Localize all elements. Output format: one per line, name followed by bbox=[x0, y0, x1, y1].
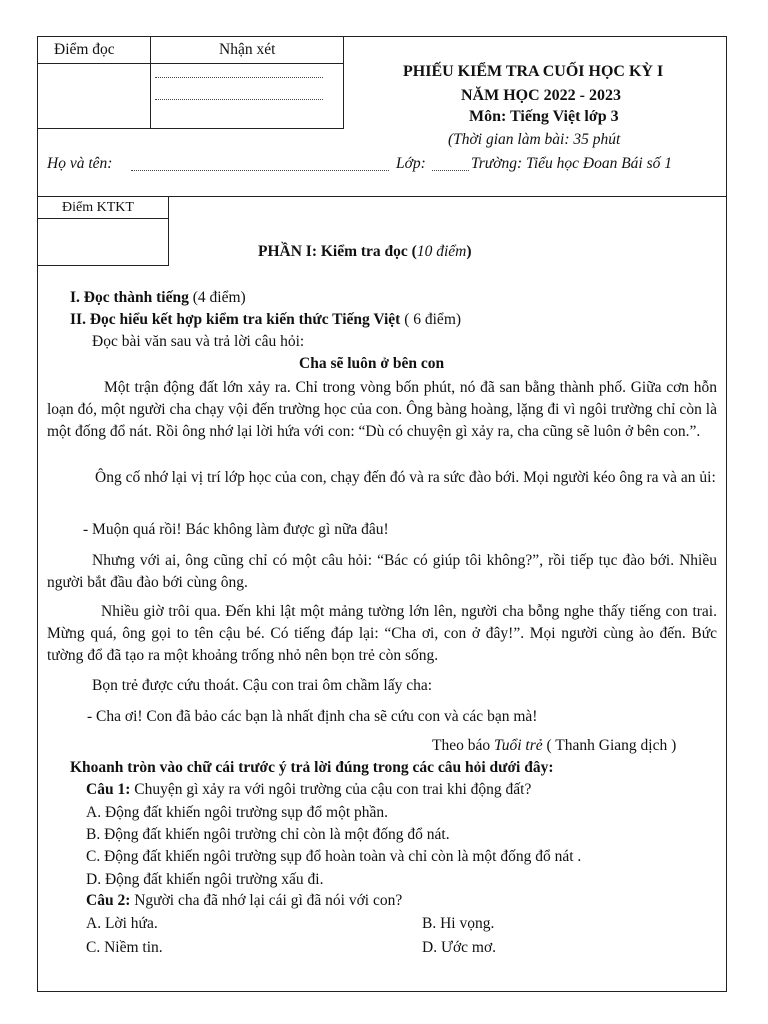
source-paper: Tuổi trẻ bbox=[493, 737, 543, 754]
story-paragraph-3-text: Nhưng với ai, ông cũng chỉ có một câu hỏi: “Bác có giúp tôi không?”, rồi tiếp tục đào bới. Nhiều người bắt đầu đào bới cùng ông. bbox=[47, 552, 717, 591]
story-paragraph-2 bbox=[47, 467, 717, 489]
q2-option-a[interactable]: A. Lời hứa. bbox=[86, 915, 158, 932]
subject: Môn: Tiếng Việt lớp 3 bbox=[469, 108, 619, 125]
q2-option-d[interactable]: D. Ước mơ. bbox=[422, 939, 497, 956]
story-source bbox=[432, 737, 676, 755]
question-1 bbox=[86, 781, 531, 799]
exam-title: PHIẾU KIỂM TRA CUỐI HỌC KỲ I bbox=[403, 63, 664, 80]
story-title: Cha sẽ luôn ở bên con bbox=[299, 355, 445, 372]
q2-option-b[interactable]: B. Hi vọng. bbox=[422, 915, 495, 932]
q1-option-a[interactable]: A. Động đất khiến ngôi trường sụp đổ một phần. bbox=[86, 804, 389, 821]
source-translator: ( Thanh Giang dịch ) bbox=[546, 737, 677, 754]
question-1-text: Chuyện gì xảy ra với ngôi trường của cậu con trai khi động đất? bbox=[134, 781, 532, 798]
story-paragraph-5 bbox=[47, 675, 717, 697]
exam-time: (Thời gian làm bài: 35 phút bbox=[448, 131, 621, 148]
part1-title-points: 10 điểm bbox=[416, 243, 467, 260]
ktkt-header-line bbox=[37, 218, 169, 219]
section1-label: I. Đọc thành tiếng bbox=[70, 289, 189, 306]
question-2-label: Câu 2: bbox=[86, 892, 131, 909]
q1-option-b[interactable]: B. Động đất khiến ngôi trường chỉ còn là một đống đổ nát. bbox=[86, 826, 450, 843]
question-2 bbox=[86, 892, 402, 910]
section2 bbox=[70, 311, 461, 329]
reading-instruction: Đọc bài văn sau và trả lời câu hỏi: bbox=[92, 333, 305, 350]
story-paragraph-3 bbox=[47, 550, 717, 594]
story-paragraph-4 bbox=[47, 601, 717, 667]
story-paragraph-4-text: Nhiều giờ trôi qua. Đến khi lật một mảng tường lớn lên, người cha bỗng nghe thấy tiếng con trai. Mừng quá, ông gọi to tên cậu bé. Có tiếng đáp lại: “Cha ơi, con ở đây!”. Mọi người cùng ào đến. Bức tường đổ đã tạo ra một khoảng trống nhỏ nên bọn trẻ còn sống. bbox=[47, 603, 717, 664]
story-paragraph-2-text: Ông cố nhớ lại vị trí lớp học của con, chạy đến đó và ra sức đào bới. Mọi người kéo ông ra và an ủi: bbox=[95, 469, 716, 486]
comment-line-2[interactable] bbox=[155, 99, 323, 100]
story-dialogue-2-text: - Cha ơi! Con đã bảo các bạn là nhất định cha sẽ cứu con và các bạn mà! bbox=[87, 708, 538, 725]
story-paragraph-1 bbox=[47, 377, 717, 443]
story-paragraph-5-text: Bọn trẻ được cứu thoát. Cậu con trai ôm chầm lấy cha: bbox=[92, 677, 433, 694]
story-paragraph-1-text: Một trận động đất lớn xảy ra. Chỉ trong vòng bốn phút, nó đã san bằng thành phố. Giữa cơn hỗn loạn đó, một người cha chạy vội đến trường học của con. Ông bàng hoàng, lặng đi vì ngôi trường chỉ còn là một đống đổ nát. Rồi ông nhớ lại lời hứa với con: “Dù có chuyện gì xảy ra, cha cũng sẽ luôn ở bên con.”. bbox=[47, 379, 717, 440]
story-dialogue-1-text: - Muộn quá rồi! Bác không làm được gì nữa đâu! bbox=[83, 521, 389, 538]
q2-option-c[interactable]: C. Niềm tin. bbox=[86, 939, 163, 956]
class-label: Lớp: bbox=[396, 155, 426, 172]
comment-label: Nhận xét bbox=[219, 41, 276, 58]
name-label: Họ và tên: bbox=[47, 155, 113, 172]
class-field[interactable] bbox=[432, 170, 469, 171]
school-year: NĂM HỌC 2022 - 2023 bbox=[461, 87, 621, 104]
section1 bbox=[70, 289, 246, 307]
question-1-label: Câu 1: bbox=[86, 781, 131, 798]
answer-directive: Khoanh tròn vào chữ cái trước ý trả lời đúng trong các câu hỏi dưới đây: bbox=[70, 759, 554, 776]
story-dialogue-1 bbox=[47, 519, 717, 541]
story-dialogue-2 bbox=[47, 706, 717, 728]
section2-points: ( 6 điểm) bbox=[404, 311, 462, 328]
school-label: Trường: Tiểu học Đoan Bái số 1 bbox=[471, 155, 673, 172]
score-table-header-line bbox=[37, 63, 344, 64]
section2-label: II. Đọc hiểu kết hợp kiểm tra kiến thức Tiếng Việt bbox=[70, 311, 401, 328]
part1-title-end: ) bbox=[466, 243, 472, 260]
comment-line-1[interactable] bbox=[155, 77, 323, 78]
q1-option-c[interactable]: C. Động đất khiến ngôi trường sụp đổ hoàn toàn và chỉ còn là một đống đổ nát . bbox=[86, 848, 582, 865]
part1-title-main: PHẦN I: Kiểm tra đọc ( bbox=[258, 243, 417, 260]
name-field[interactable] bbox=[131, 170, 389, 171]
part1-title bbox=[258, 243, 472, 261]
score-table-divider bbox=[150, 36, 151, 129]
ktkt-label: Điểm KTKT bbox=[62, 200, 134, 215]
section1-points: (4 điểm) bbox=[192, 289, 246, 306]
q1-option-d[interactable]: D. Động đất khiến ngôi trường xấu đi. bbox=[86, 871, 324, 888]
question-2-text: Người cha đã nhớ lại cái gì đã nói với con? bbox=[134, 892, 403, 909]
source-prefix: Theo báo bbox=[432, 737, 491, 754]
score-read-label: Điểm đọc bbox=[54, 41, 115, 58]
